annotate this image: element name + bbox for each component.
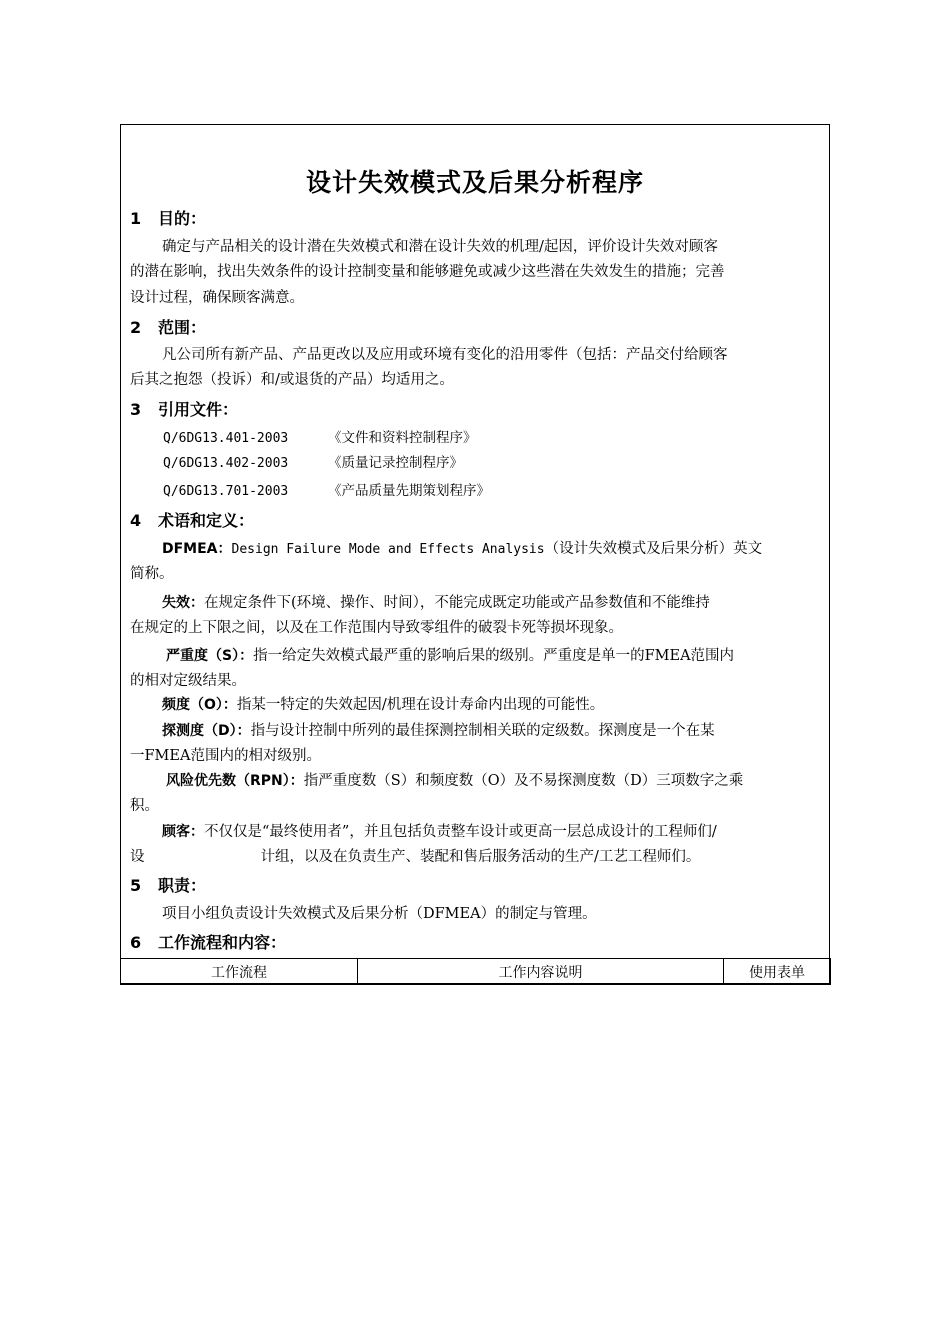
purpose-line-2: 的潜在影响，找出失效条件的设计控制变量和能够避免或减少这些潜在失效发生的措施；完善 <box>130 264 725 280</box>
term-customer-cont: 设 计组，以及在负责生产、装配和售后服务活动的生产/工艺工程师们。 <box>130 849 701 865</box>
section-workflow-heading: 6 工作流程和内容： <box>130 933 287 952</box>
term-rpn-cont: 积。 <box>130 798 159 814</box>
section-references-heading: 3 引用文件： <box>130 400 239 419</box>
section-purpose-heading: 1 目的： <box>130 209 207 228</box>
term-failure: 失效：在规定条件下(环境、操作、时间），不能完成既定功能或产品参数值和不能维持 <box>162 595 710 611</box>
term-customer: 顾客：不仅仅是“最终使用者”，并且包括负责整车设计或更高一层总成设计的工程师们/ <box>162 824 717 840</box>
reference-item: Q/6DG13.701-2003 《产品质量先期策划程序》 <box>163 483 490 499</box>
scope-line-1: 凡公司所有新产品、产品更改以及应用或环境有变化的沿用零件（包括：产品交付给顾客 <box>162 347 728 363</box>
purpose-line-3: 设计过程，确保顾客满意。 <box>130 290 304 306</box>
page-title: 设计失效模式及后果分析程序 <box>305 168 644 197</box>
section-scope-heading: 2 范围： <box>130 318 207 337</box>
responsibility-line-1: 项目小组负责设计失效模式及后果分析（DFMEA）的制定与管理。 <box>162 906 597 922</box>
term-occurrence: 频度（O）：指某一特定的失效起因/机理在设计寿命内出现的可能性。 <box>162 697 605 713</box>
term-severity: 严重度（S）：指一给定失效模式最严重的影响后果的级别。严重度是单一的FMEA范围内 <box>166 648 735 664</box>
scope-line-2: 后其之抱怨（投诉）和/或退货的产品）均适用之。 <box>130 372 454 388</box>
term-rpn: 风险优先数（RPN）：指严重度数（S）和频度数（O）及不易探测度数（D）三项数字之乘 <box>166 773 744 789</box>
section-terms-heading: 4 术语和定义： <box>130 511 255 530</box>
term-detection: 探测度（D）：指与设计控制中所列的最佳探测控制相关联的定级数。探测度是一个在某 <box>162 723 715 739</box>
term-dfmea: DFMEA：Design Failure Mode and Effects Analysis（设计失效模式及后果分析）英文 <box>162 541 763 557</box>
reference-item: Q/6DG13.401-2003 《文件和资料控制程序》 <box>163 430 477 446</box>
column-header-forms: 使用表单 <box>724 959 831 985</box>
term-failure-cont: 在规定的上下限之间，以及在工作范围内导致零组件的破裂卡死等损坏现象。 <box>130 620 623 636</box>
term-severity-cont: 的相对定级结果。 <box>130 673 246 689</box>
section-responsibility-heading: 5 职责： <box>130 876 207 895</box>
reference-item: Q/6DG13.402-2003 《质量记录控制程序》 <box>163 455 463 471</box>
column-header-workflow: 工作流程 <box>121 959 358 985</box>
document-frame <box>120 124 830 984</box>
workflow-table <box>120 958 831 985</box>
table-header-row <box>121 959 831 985</box>
term-dfmea-cont: 简称。 <box>130 566 174 582</box>
column-header-description: 工作内容说明 <box>358 959 724 985</box>
purpose-line-1: 确定与产品相关的设计潜在失效模式和潜在设计失效的机理/起因，评价设计失效对顾客 <box>162 239 718 255</box>
term-detection-cont: 一FMEA范围内的相对级别。 <box>130 748 321 764</box>
